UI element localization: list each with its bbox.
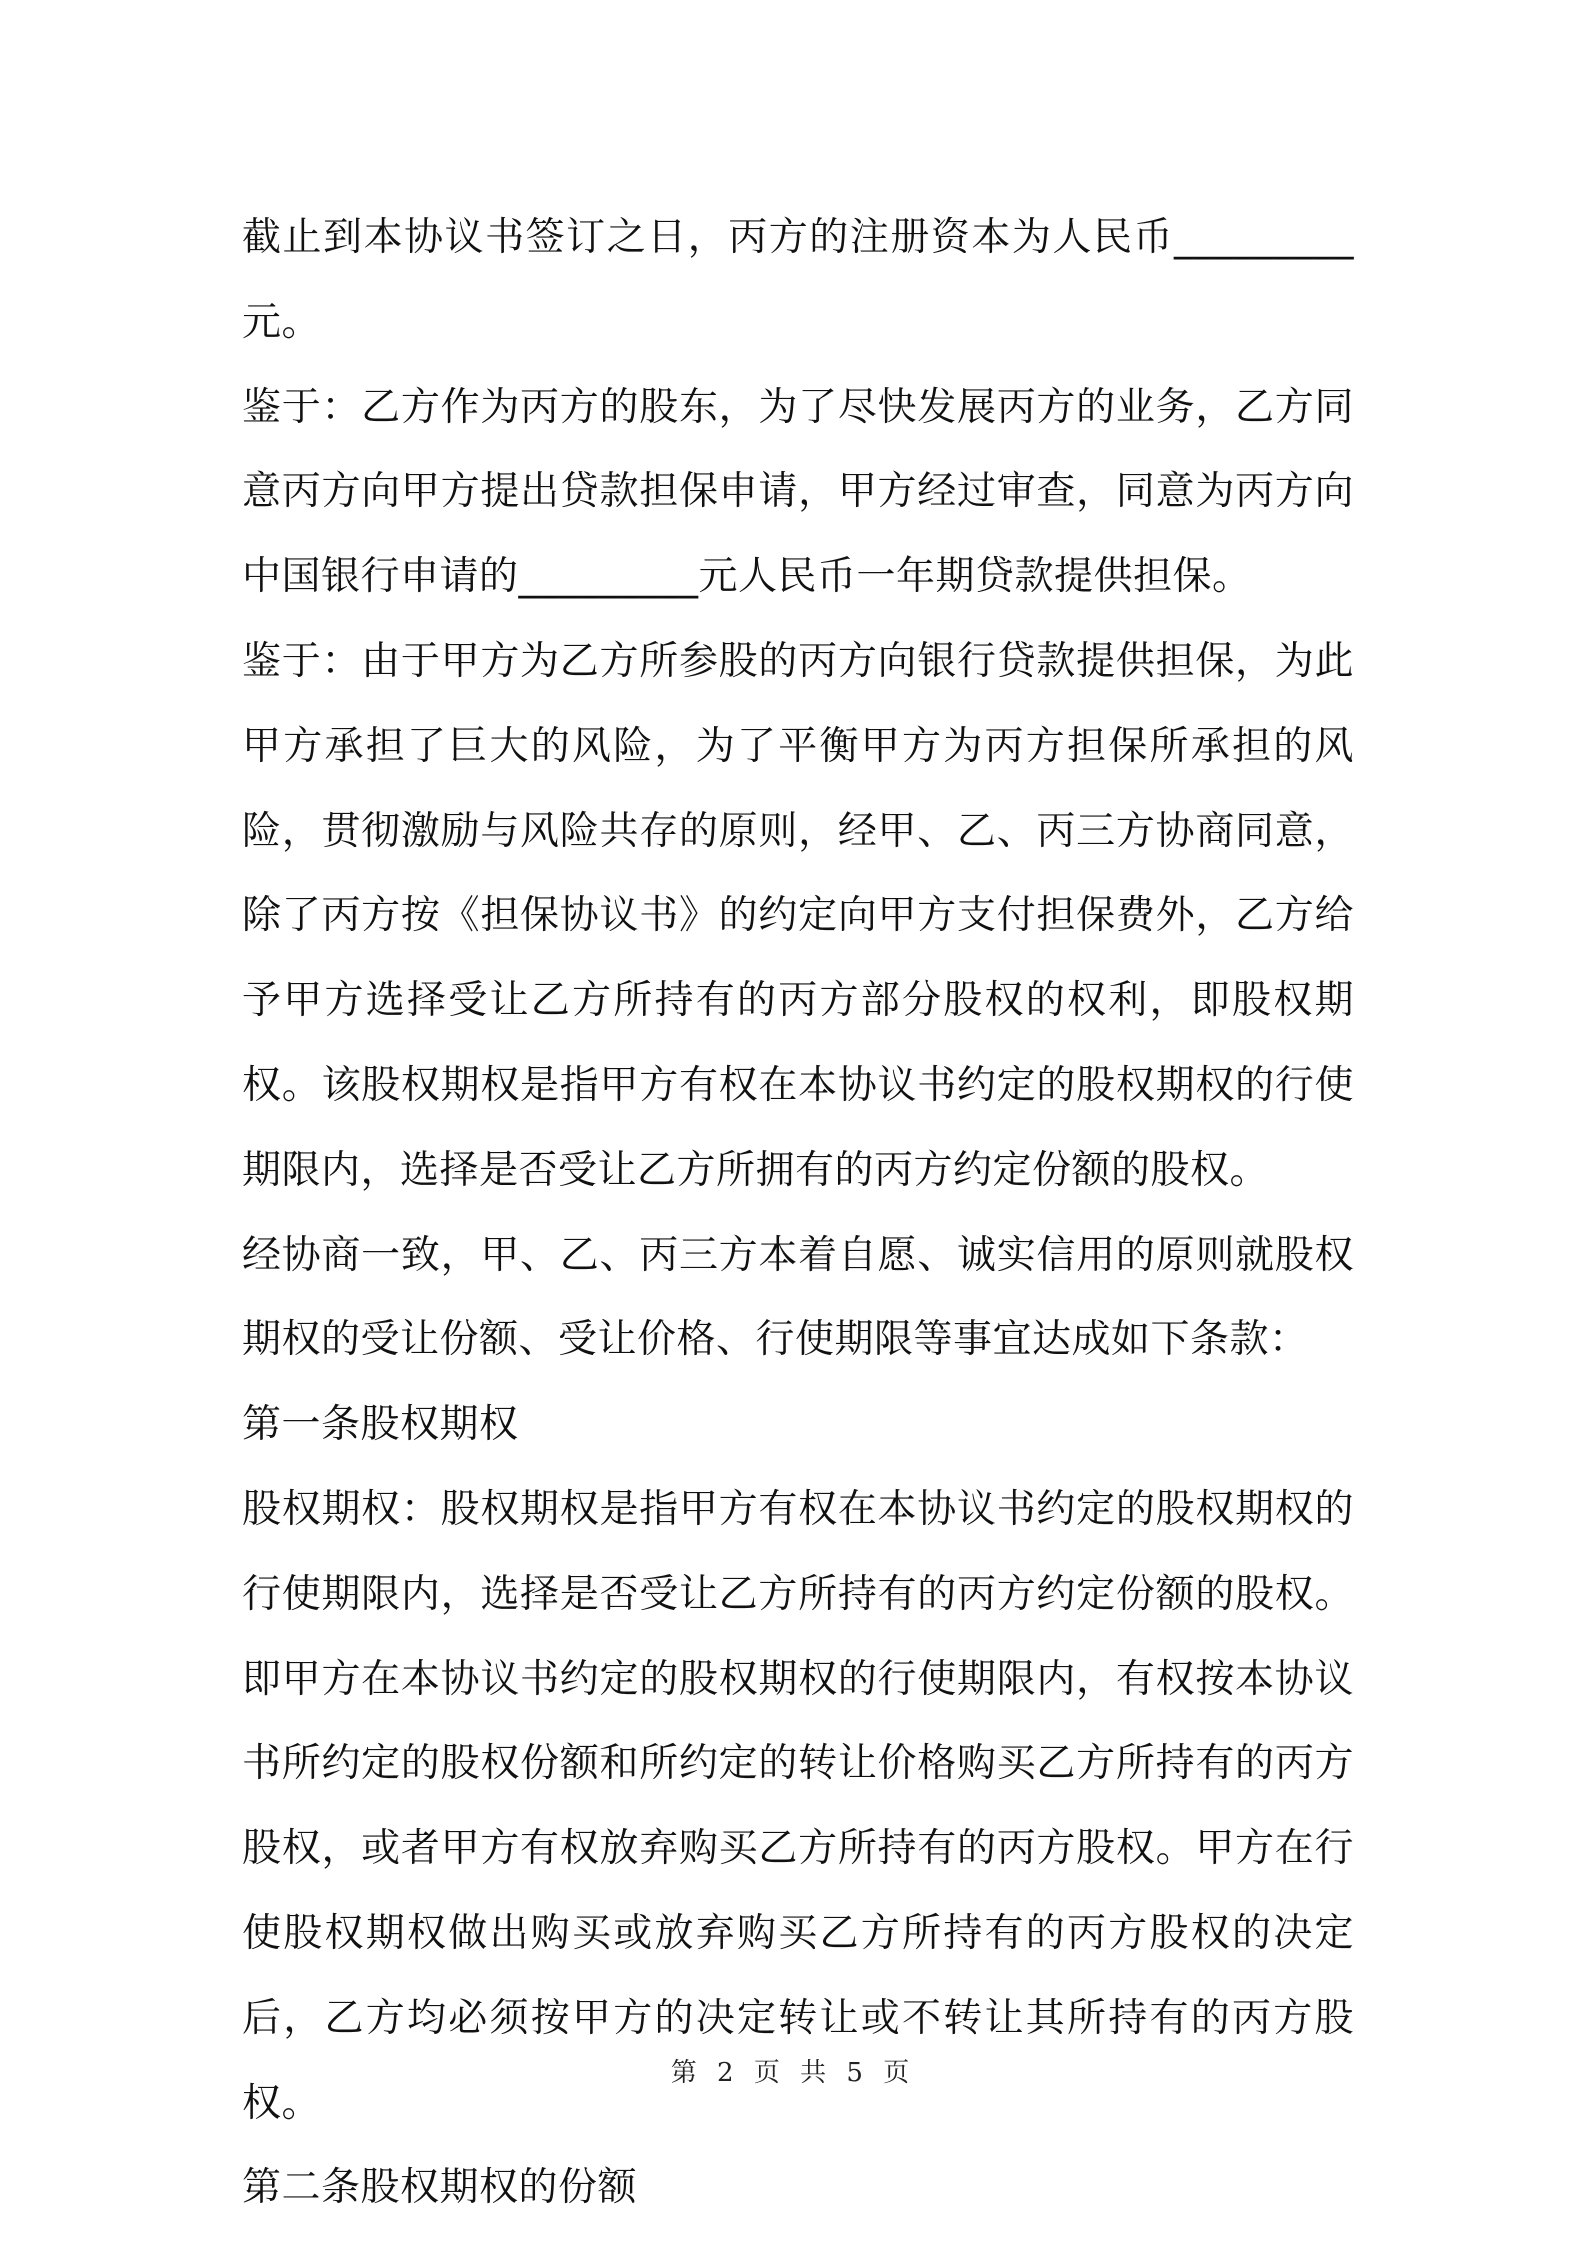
document-body: [242, 196, 1354, 2231]
article-2-heading: 第二条股权期权的份额: [242, 2165, 638, 2211]
paragraph-registered-capital: 截止到本协议书签订之日，丙方的注册资本为人民币_________元。: [242, 215, 1354, 345]
paragraph-agreement-terms-intro: 经协商一致，甲、乙、丙三方本着自愿、诚实信用的原则就股权期权的受让份额、受让价格、行使期限等事宜达成如下条款：: [242, 1232, 1354, 1363]
page-number-footer: 第 2 页 共 5 页: [670, 2058, 916, 2088]
paragraph-equity-option-definition: 股权期权：股权期权是指甲方有权在本协议书约定的股权期权的行使期限内，选择是否受让乙方所持有的丙方约定份额的股权。即甲方在本协议书约定的股权期权的行使期限内，有权按本协议书所约定的股权份额和所约定的转让价格购买乙方所持有的丙方股权，或者甲方有权放弃购买乙方所持有的丙方股权。甲方在行使股权期权做出购买或放弃购买乙方所持有的丙方股权的决定后，乙方均必须按甲方的决定转让或不转让其所持有的丙方股权。: [242, 1486, 1354, 2126]
paragraph-whereas-equity-option: 鉴于：由于甲方为乙方所参股的丙方向银行贷款提供担保，为此甲方承担了巨大的风险，为了平衡甲方为丙方担保所承担的风险，贯彻激励与风险共存的原则，经甲、乙、丙三方协商同意，除了丙方按《担保协议书》的约定向甲方支付担保费外，乙方给予甲方选择受让乙方所持有的丙方部分股权的权利，即股权期权。该股权期权是指甲方有权在本协议书约定的股权期权的行使期限内，选择是否受让乙方所拥有的丙方约定份额的股权。: [242, 638, 1354, 1193]
paragraph-whereas-guarantee-application: 鉴于：乙方作为丙方的股东，为了尽快发展丙方的业务，乙方同意丙方向甲方提出贷款担保申请，甲方经过审查，同意为丙方向中国银行申请的_________元人民币一年期贷款提供担保。: [242, 384, 1354, 600]
article-1-heading: 第一条股权期权: [242, 1402, 519, 1448]
